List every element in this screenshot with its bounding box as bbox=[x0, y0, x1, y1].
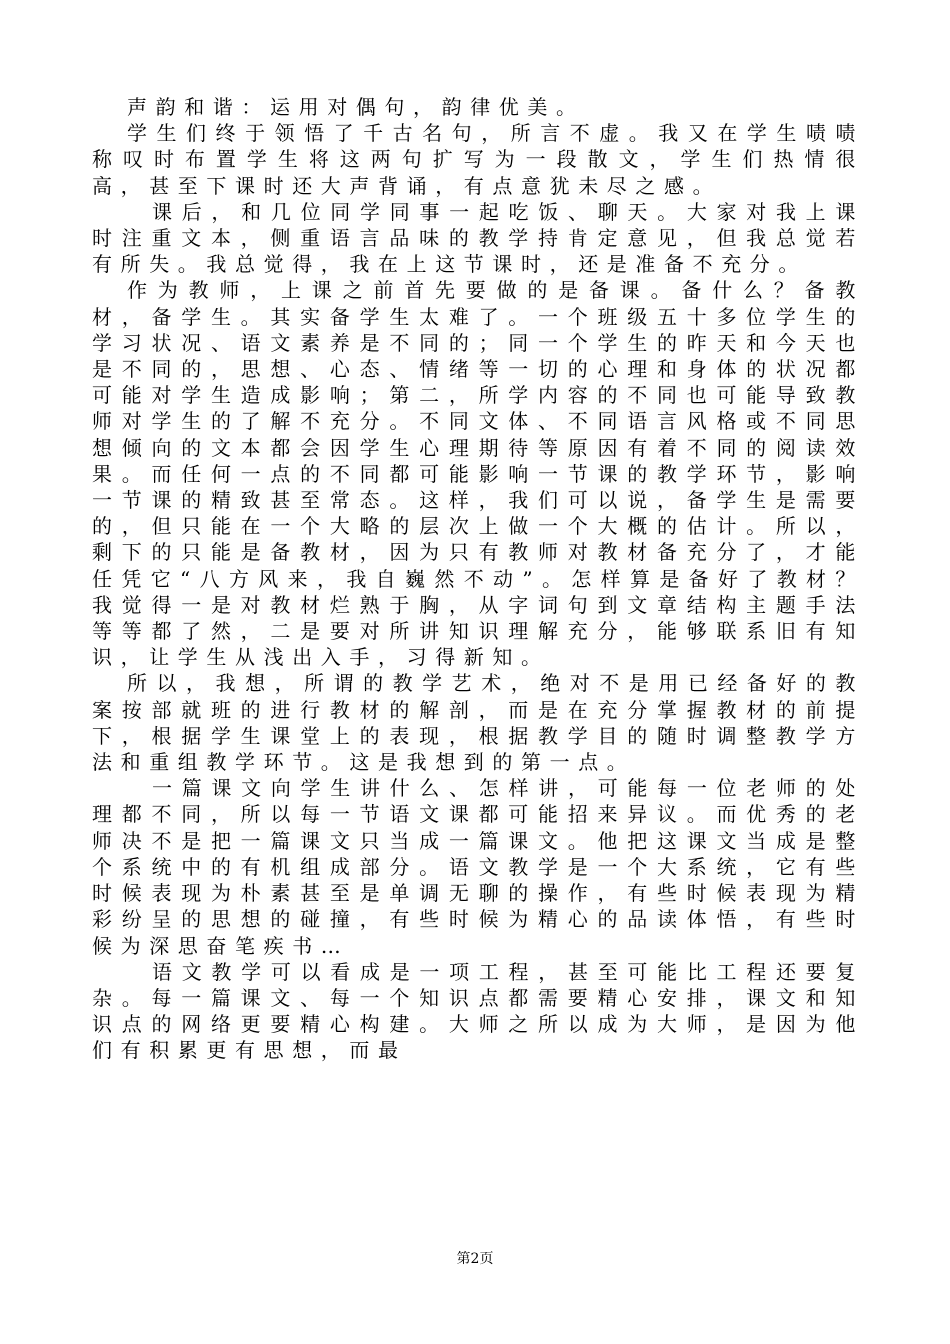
paragraph-2: 学生们终于领悟了千古名句，所言不虚。我又在学生啧啧称叹时布置学生将这两句扩写为一段散文，学生们热情很高，甚至下课时还大声背诵，有点意犹未尽之感。 bbox=[92, 121, 864, 198]
paragraph-4: 作为教师，上课之前首先要做的是备课。备什么？备教材，备学生。其实备学生太难了。一个班级五十多位学生的学习状况、语文素养是不同的；同一个学生的昨天和今天也是不同的，思想、心态、情绪等一切的心理和身体的状况都可能对学生造成影响；第二，所学内容的不同也可能导致教师对学生的了解不充分。不同文体、不同语言风格或不同思想倾向的文本都会因学生心理期待等原因有着不同的阅读效果。而任何一点的不同都可能影响一节课的教学环节，影响一节课的精致甚至常态。这样，我们可以说，备学生是需要的，但只能在一个大略的层次上做一个大概的估计。所以，剩下的只能是备教材，因为只有教师对教材备充分了，才能任凭它“八方风来，我自巍然不动”。怎样算是备好了教材？我觉得一是对教材烂熟于胸，从字词句到文章结构主题手法等等都了然，二是要对所讲知识理解充分，能够联系旧有知识，让学生从浅出入手，习得新知。 bbox=[92, 278, 864, 670]
paragraph-6: 一篇课文向学生讲什么、怎样讲，可能每一位老师的处理都不同，所以每一节语文课都可能招来异议。而优秀的老师决不是把一篇课文只当成一篇课文。他把这课文当成是整个系统中的有机组成部分。语文教学是一个大系统，它有些时候表现为朴素甚至是单调无聊的操作，有些时候表现为精彩纷呈的思想的碰撞，有些时候为精心的品读体悟，有些时候为深思奋笔疾书… bbox=[92, 776, 864, 958]
paragraph-1: 声韵和谐：运用对偶句，韵律优美。 bbox=[127, 95, 585, 119]
document-body bbox=[92, 94, 864, 1064]
paragraph-3: 课后，和几位同学同事一起吃饭、聊天。大家对我上课时注重文本，侧重语言品味的教学持肯定意见，但我总觉若有所失。我总觉得，我在上这节课时，还是准备不充分。 bbox=[92, 199, 864, 277]
page-number: 第2页 bbox=[456, 1251, 494, 1267]
paragraph-5: 所以，我想，所谓的教学艺术，绝对不是用已经备好的教案按部就班的进行教材的解剖，而是在充分掌握教材的前提下，根据学生课堂上的表现，根据教学目的随时调整教学方法和重组教学环节。这是我想到的第一点。 bbox=[92, 671, 864, 775]
paragraph-7: 语文教学可以看成是一项工程，甚至可能比工程还要复杂。每一篇课文、每一个知识点都需要精心安排，课文和知识点的网络更要精心构建。大师之所以成为大师，是因为他们有积累更有思想，而最 bbox=[92, 959, 864, 1063]
